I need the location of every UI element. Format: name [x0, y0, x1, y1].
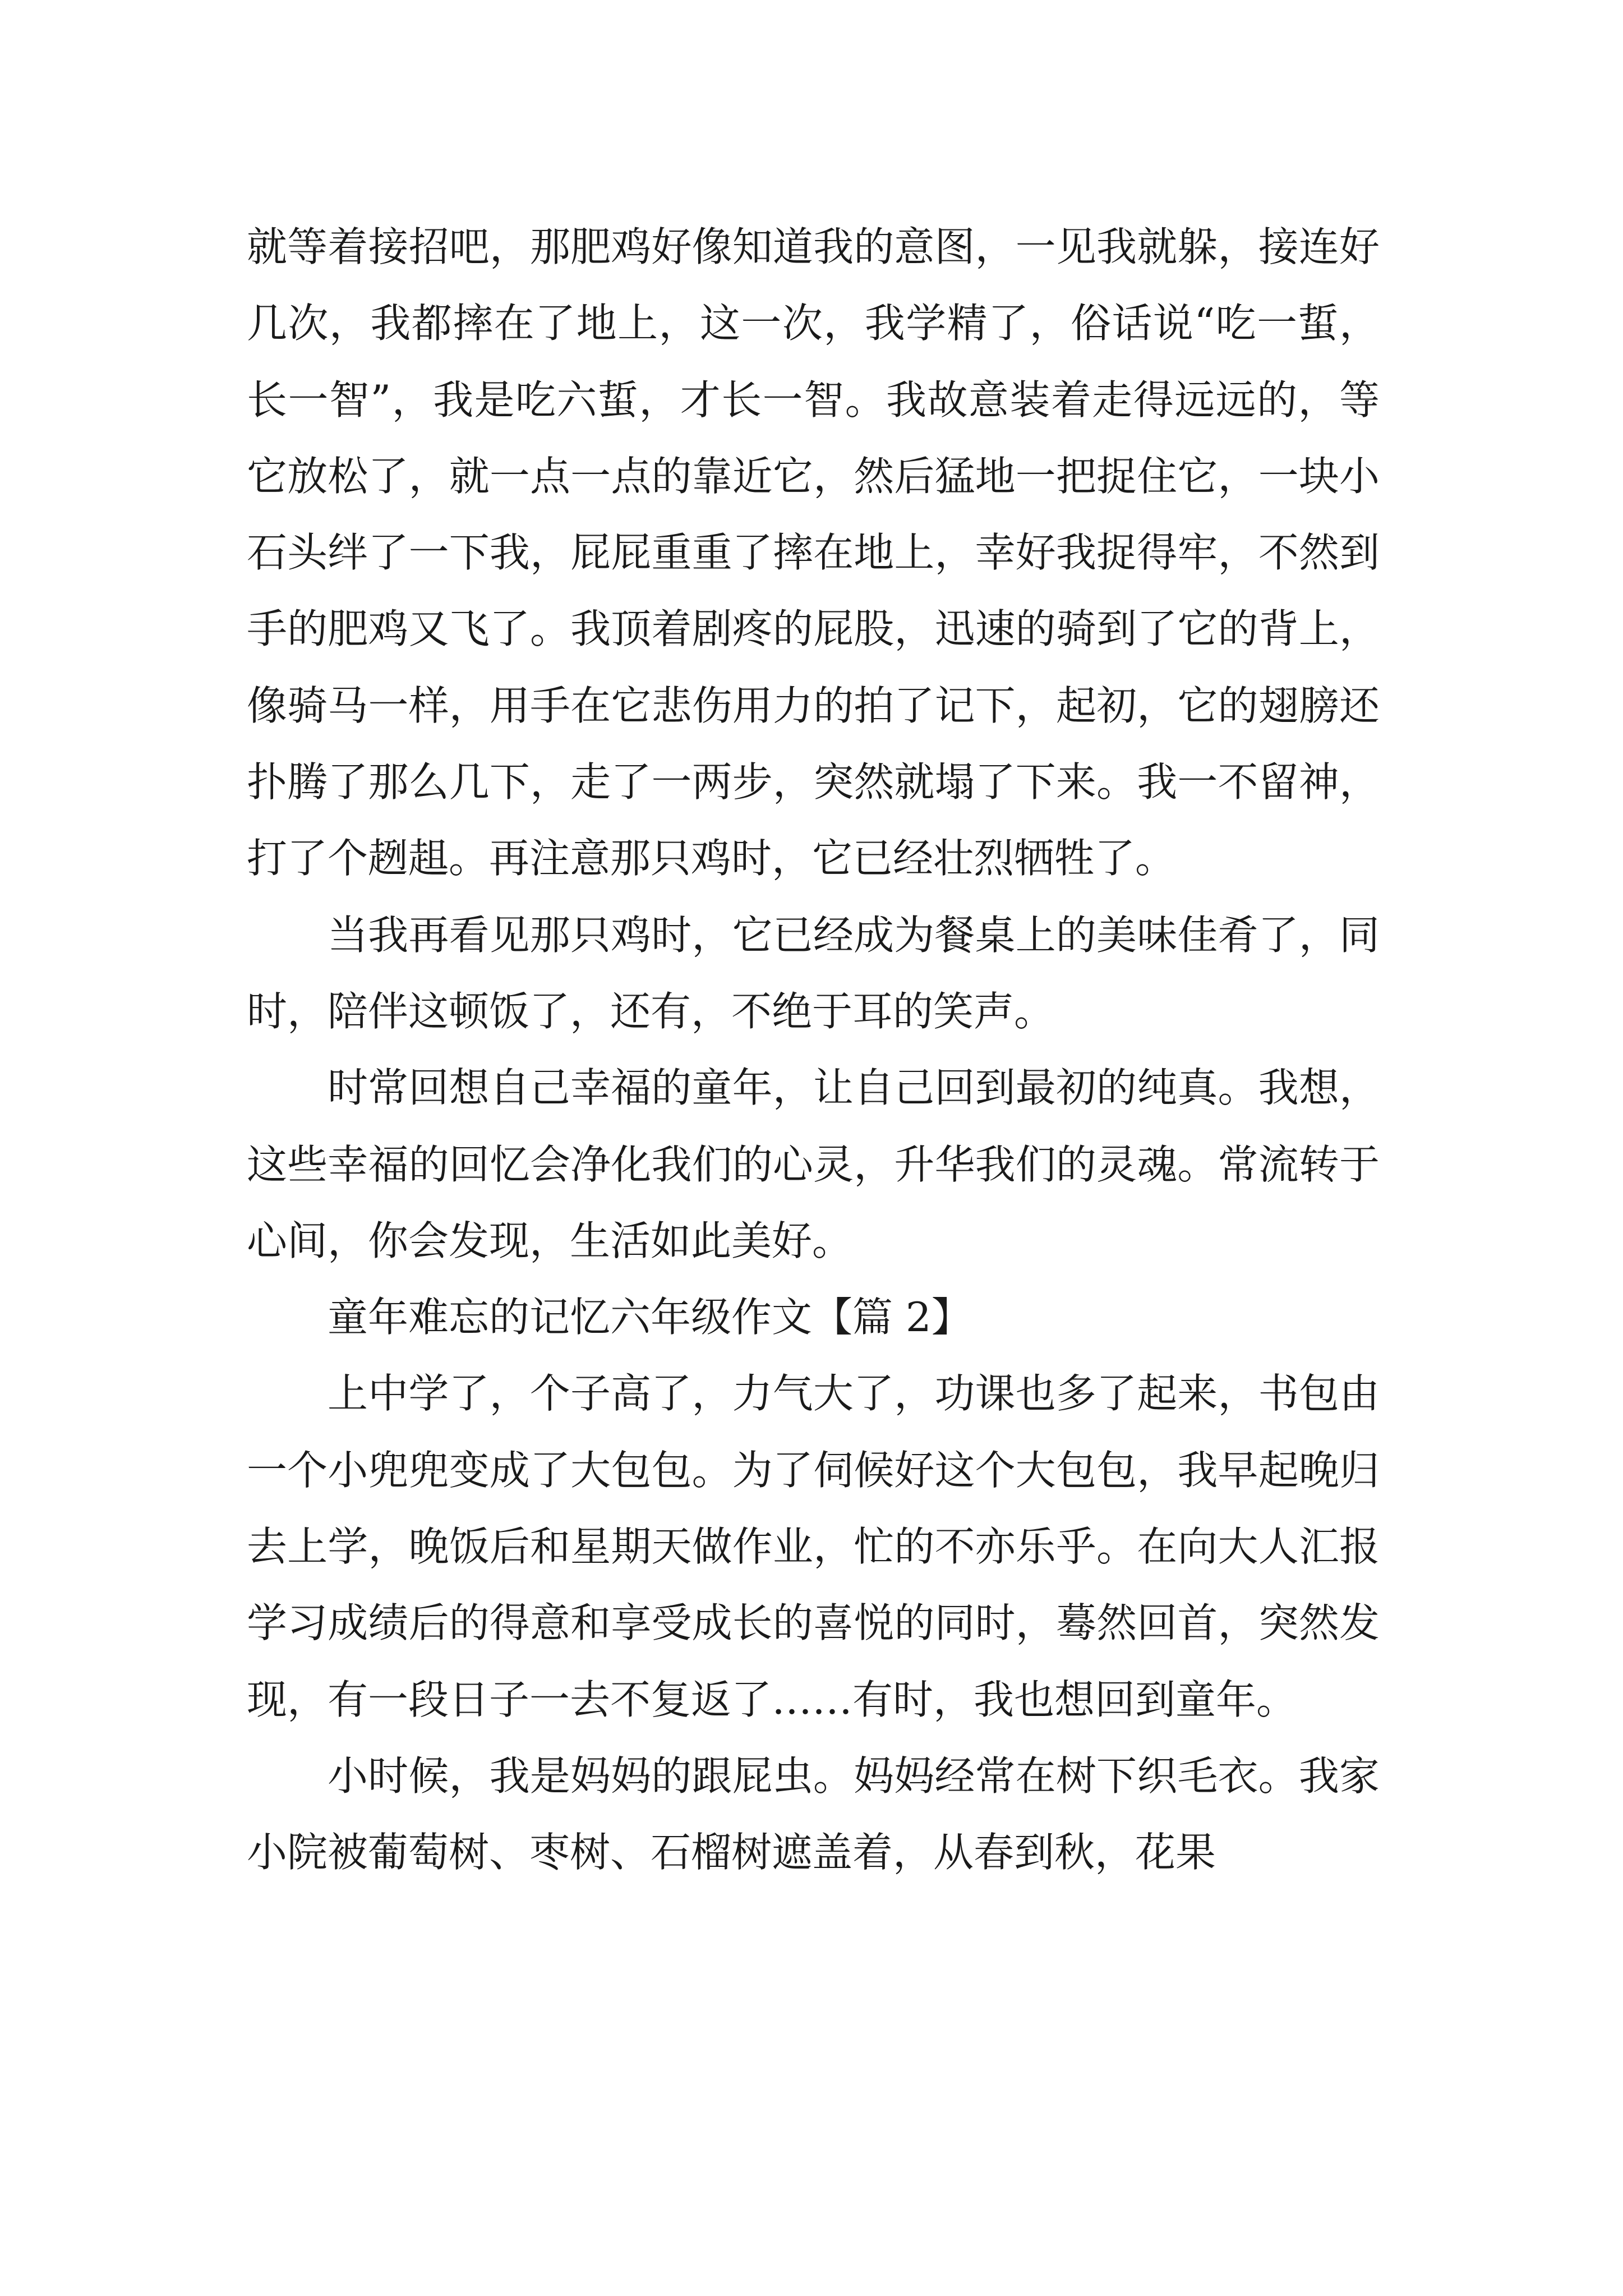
- paragraph-dinner: 当我再看见那只鸡时，它已经成为餐桌上的美味佳肴了，同时，陪伴这顿饭了，还有，不绝于耳的笑声。: [247, 911, 1380, 1035]
- paragraph-middle-school: 上中学了，个子高了，力气大了，功课也多了起来，书包由一个小兜兜变成了大包包。为了伺候好这个大包包，我早起晚归去上学，晚饭后和星期天做作业，忙的不亦乐乎。在向大人汇报学习成绩后的得意和享受成长的喜悦的同时，蓦然回首，突然发现，有一段日子一去不复返了……有时，我也想回到童年。: [247, 1370, 1380, 1723]
- paragraph-chicken-catch: 就等着接招吧，那肥鸡好像知道我的意图，一见我就躲，接连好几次，我都摔在了地上，这一次，我学精了，俗话说“吃一蜇，长一智”，我是吃六蜇，才长一智。我故意装着走得远远的，等它放松了，就一点一点的靠近它，然后猛地一把捉住它，一块小石头绊了一下我，屁屁重重了摔在地上，幸好我捉得牢，不然到手的肥鸡又飞了。我顶着剧疼的屁股，迅速的骑到了它的背上，像骑马一样，用手在它悲伤用力的拍了记下，起初，它的翅膀还扑腾了那么几下，走了一两步，突然就塌了下来。我一不留神，打了个趔趄。再注意那只鸡时，它已经壮烈牺牲了。: [247, 223, 1380, 882]
- section-heading: 童年难忘的记忆六年级作文【篇 2】: [328, 1294, 972, 1341]
- paragraph-childhood-mother: 小时候，我是妈妈的跟屁虫。妈妈经常在树下织毛衣。我家小院被葡萄树、枣树、石榴树遮盖着，从春到秋，花果: [247, 1752, 1380, 1876]
- document-body: [247, 209, 1380, 1891]
- paragraph-reflection: 时常回想自己幸福的童年，让自己回到最初的纯真。我想，这些幸福的回忆会净化我们的心灵，升华我们的灵魂。常流转于心间，你会发现，生活如此美好。: [247, 1064, 1380, 1264]
